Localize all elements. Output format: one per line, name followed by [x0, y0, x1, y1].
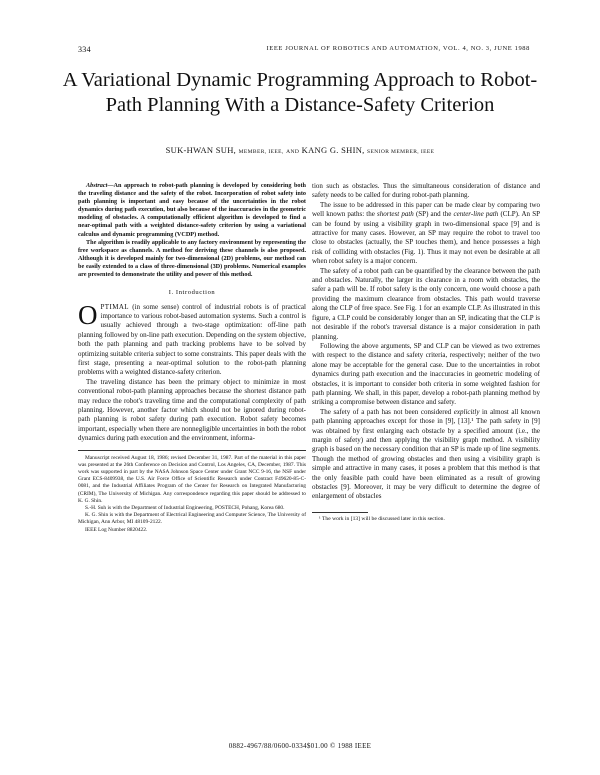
continued-paragraph: tion such as obstacles. Thus the simultaneous consideration of distance and safety needs to be called for during robot-path planning. — [312, 182, 540, 200]
author-2-name: KANG G. SHIN, — [301, 145, 365, 155]
introduction-paragraph-2: The traveling distance has been the primary object to minimize in most conventional robot-path planning approaches because the shortest distance path may reduce the robot's traveling time and the computational complexity of path planning. However, another factor which should not be ignored during robot-path planning is robot safety during path execution. Robot safety becomes important, especially when there are nonnegligible uncertainties in both the robot dynamics during path execution and the environment, informa- — [78, 377, 306, 443]
abstract-paragraph-1: Abstract—An approach to robot-path planning is developed by considering both the traveling distance and the safety of the robot. Incorporation of robot safety into path planning is important and easy because of the uncertainties in the robot dynamics during path execution, but also because of the inaccuracies in the geometric modeling of obstacles. A computationally efficient algorithm is developed to find a near-optimal path with a weighted distance-safety criterion by using a variational calculus and dynamic programming (VCDP) method. — [78, 182, 306, 238]
paragraph-prior-work: The safety of a path has not been considered explicitly in almost all known path planning approaches except for those in [9], [13].¹ The path safety in [9] was obtained by first enlarging each obstacle by a specified amount (i.e., the margin of safety) and then applying the visibility graph method. A visibility graph is based on the necessary condition that an SP is made up of line segments. Though the method of growing obstacles and then using a visibility graph is simple and attractive in many cases, it poses a problem that this method is that the only feasible path could have been eliminated as a result of growing obstacles [9]. Moreover, it may be very difficult to determine the degree of enlargement of obstacles — [312, 407, 540, 501]
footnote-manuscript: Manuscript received August 18, 1986; revised December 31, 1987. Part of the material in this paper was presented at the 26th Conference on Decision and Control, Los Angeles, CA, December, 1987. This work was supported in part by the NASA Johnson Space Center under Grant NCC 9-16, the NSF under Grant ECS-8409938, the U.S. Air Force Office of Scientific Research under Contract F49620-85-C-0081, and the Industrial Affiliates Program of the Center for Research on Integrated Manufacturing (CRIM), The University of Michigan. Any correspondence regarding this paper should be addressed to K. G. Shin. — [78, 454, 306, 504]
introduction-paragraph-1: OPTIMAL (in some sense) control of industrial robots is of practical importance to various robot-based automation systems. Such a control is usually achieved through a two-stage optimization: off-line path planning followed by on-line path execution. Depending on the system objective, both the path planning and path tracking problems have to be solved by optimizing suitable criteria subject to some constraints. This paper deals with the first stage, presenting a near-optimal solution to the robot-path planning problems with a weighted distance-safety criterion. — [78, 299, 306, 377]
section-heading-introduction: I. Introduction — [168, 289, 216, 297]
footnote-divider — [78, 450, 306, 451]
copyright-line: 0882-4967/88/0600-0334$01.00 © 1988 IEEE — [228, 742, 372, 750]
author-1-name: SUK-HWAN SUH, — [165, 145, 237, 155]
abstract-lead: Abstract — [86, 182, 108, 189]
footnote-author-2: K. G. Shin is with the Department of Electrical Engineering and Computer Science, The University of Michigan, Ann Arbor, MI 48109-2122. — [78, 512, 306, 526]
abstract — [78, 182, 306, 279]
manuscript-footnotes — [78, 455, 306, 534]
term-center-line-path: center-line path — [453, 210, 499, 219]
left-column — [78, 182, 306, 534]
author-1-role: MEMBER, IEEE, — [238, 149, 284, 155]
term-explicitly: explicitly — [453, 407, 480, 416]
right-column — [312, 182, 540, 523]
right-column-text — [312, 182, 540, 502]
author-2-role: SENIOR MEMBER, IEEE — [367, 149, 435, 155]
footnote-log-number: IEEE Log Number 8820422. — [85, 526, 148, 533]
author-conjunction: AND — [286, 149, 300, 155]
paragraph-extremes: Following the above arguments, SP and CLP can be viewed as two extremes with respect to the distance and safety criteria, respectively; neither of the two alone may be acceptable for the general case. Due to the uncertainties in robot dynamics during path execution and the inaccuracies in geometric modeling of obstacles, it is important to consider both criteria in some weighted fashion for path planning. We shall, in this paper, develop a robot-path planning method by striking a compromise between distance and safety. — [312, 341, 540, 407]
right-footnote-divider — [312, 512, 368, 513]
running-header: IEEE JOURNAL OF ROBOTICS AND AUTOMATION, VOL. 4, NO. 3, JUNE 1988 — [266, 45, 530, 52]
drop-cap: O — [78, 299, 98, 330]
abstract-paragraph-2: The algorithm is readily applicable to any factory environment by representing the free workspace as channels. A method for deriving these channels is also proposed. Although it is developed mainly for two-dimensional (2D) problems, our method can be easily extended to a class of three-dimensional (3D) problems. Numerical examples are presented to demonstrate the utility and power of this method. — [78, 238, 306, 279]
term-shortest-path: shortest path — [377, 210, 414, 219]
paragraph-sp-clp: The issue to be addressed in this paper can be made clear by comparing two well known paths: the shortest path (SP) and the center-line path (CLP). An SP can be found by using a visibility graph in two-dimensional space [9] and is attractive for many cases. However, an SP may require the robot to travel too close to obstacles (actually, the SP touches them), and hence possesses a high risk of colliding with obstacles (Fig. 1). Thus it may not even be desirable at all when robot safety is a major concern. — [312, 200, 540, 266]
paper-title: A Variational Dynamic Programming Approach to Robot-Path Planning With a Distance-Safety Criterion — [62, 69, 538, 116]
paragraph-safety: The safety of a robot path can be quantified by the clearance between the path and obstacles. Naturally, the larger its clearance in a room with obstacles, the safer a path will be. If robot safety is the only concern, one would choose a path providing the maximum clearance from obstacles. This path would traverse along the CLP of free space. See Fig. 1 for an example CLP. As illustrated in this figure, a CLP could be considerably longer than an SP, indicating that the CLP is not desirable if the robot's traversal distance is a major consideration in path planning. — [312, 266, 540, 341]
author-line — [60, 145, 540, 155]
footnote-author-1: S.-H. Suh is with the Department of Industrial Engineering, POSTECH, Pohang, Korea 680. — [85, 505, 285, 512]
right-footnote: ¹ The work in [13] will be discussed later in this section. — [319, 515, 445, 522]
page-number: 334 — [78, 45, 91, 54]
introduction-text — [78, 299, 306, 444]
